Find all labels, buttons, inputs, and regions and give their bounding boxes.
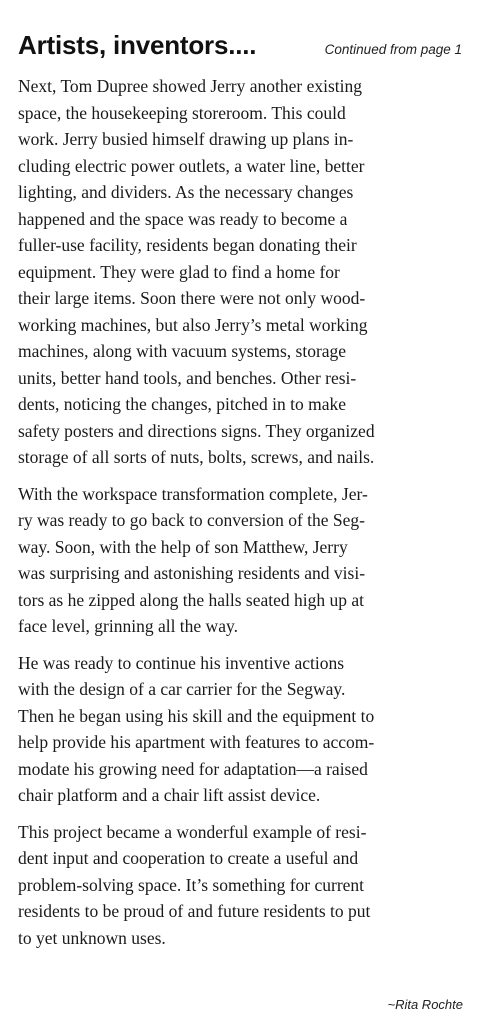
text-line: with the design of a car carrier for the Segway. <box>18 679 346 699</box>
text-line: units, better hand tools, and benches. Other resi- <box>18 367 357 388</box>
article-body <box>18 73 466 961</box>
text-line: This project became a wonderful example of resi- <box>18 821 367 842</box>
paragraph-4 <box>18 819 466 952</box>
text-line: chair platform and a chair lift assist device. <box>18 785 321 805</box>
text-line: ry was ready to go back to conversion of the Seg- <box>18 510 365 530</box>
text-line: to yet unknown uses. <box>18 927 166 948</box>
text-line: face level, grinning all the way. <box>18 616 238 636</box>
text-line: way. Soon, with the help of son Matthew, Jerry <box>18 536 348 557</box>
text-line: problem-solving space. It’s something for current <box>18 874 365 895</box>
text-line: tors as he zipped along the halls seated high up at <box>18 589 365 610</box>
text-line: work. Jerry busied himself drawing up plans in- <box>18 129 354 149</box>
text-line: was surprising and astonishing residents and visi- <box>18 563 366 583</box>
text-line: storage of all sorts of nuts, bolts, screws, and nails. <box>18 447 375 467</box>
text-line: working machines, but also Jerry’s metal working <box>18 314 368 335</box>
text-line: modate his growing need for adaptation—a raised <box>18 758 368 779</box>
text-line: dent input and cooperation to create a useful and <box>18 848 359 868</box>
text-line: equipment. They were glad to find a home for <box>18 261 340 282</box>
text-line: safety posters and directions signs. They organized <box>18 420 375 441</box>
text-line: help provide his apartment with features to accom- <box>18 732 375 752</box>
continued-note: Continued from page 1 <box>324 42 462 57</box>
text-line: machines, along with vacuum systems, storage <box>18 341 347 361</box>
text-line: dents, noticing the changes, pitched in to make <box>18 394 347 414</box>
text-line: their large items. Soon there were not only wood- <box>18 288 366 308</box>
text-line: cluding electric power outlets, a water line, better <box>18 155 365 176</box>
text-line: lighting, and dividers. As the necessary changes <box>18 182 354 202</box>
article-headline: Artists, inventors.... <box>18 30 257 60</box>
text-line: Next, Tom Dupree showed Jerry another existing <box>18 76 362 96</box>
text-line: Then he began using his skill and the equipment to <box>18 705 375 726</box>
text-line: He was ready to continue his inventive actions <box>18 652 345 673</box>
paragraph-1 <box>18 73 466 471</box>
text-line: residents to be proud of and future residents to put <box>18 901 371 921</box>
text-line: happened and the space was ready to become a <box>18 208 348 229</box>
text-line: fuller-use facility, residents began donating their <box>18 235 357 255</box>
author-signature: ~Rita Rochte <box>387 997 463 1012</box>
text-line: space, the housekeeping storeroom. This could <box>18 102 346 123</box>
article-header <box>18 28 470 64</box>
text-line: With the workspace transformation complete, Jer- <box>18 483 368 504</box>
paragraph-2 <box>18 481 466 640</box>
paragraph-3 <box>18 650 466 809</box>
